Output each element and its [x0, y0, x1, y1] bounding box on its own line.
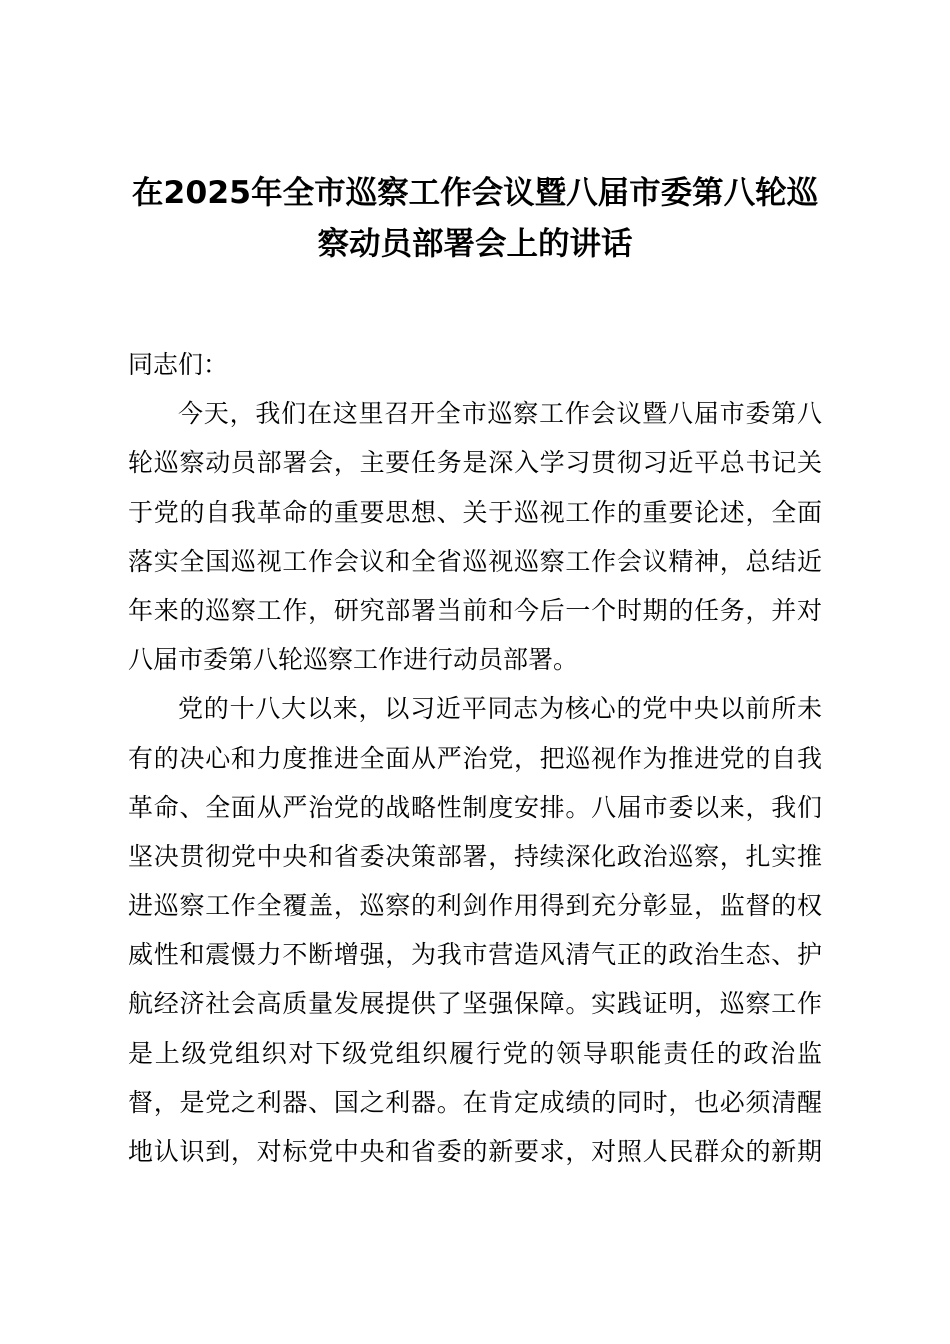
paragraph-line: 坚决贯彻党中央和省委决策部署，持续深化政治巡察，扎实推 [128, 841, 822, 871]
paragraph-line: 地认识到，对标党中央和省委的新要求，对照人民群众的新期 [128, 1137, 822, 1166]
paragraph-line: 威性和震慑力不断增强，为我市营造风清气正的政治生态、护 [128, 940, 822, 970]
paragraph-1 [128, 389, 822, 684]
paragraph-line: 轮巡察动员部署会，主要任务是深入学习贯彻习近平总书记关 [128, 448, 822, 478]
document-body [128, 340, 822, 1176]
document-title [128, 168, 822, 270]
paragraph-2 [128, 684, 822, 1176]
paragraph-line: 于党的自我革命的重要思想、关于巡视工作的重要论述，全面 [128, 497, 822, 527]
paragraph-line: 革命、全面从严治党的战略性制度安排。八届市委以来，我们 [128, 792, 822, 822]
paragraph-line: 今天，我们在这里召开全市巡察工作会议暨八届市委第八 [178, 399, 822, 429]
paragraph-line: 进巡察工作全覆盖，巡察的利剑作用得到充分彰显，监督的权 [128, 891, 822, 921]
paragraph-line: 航经济社会高质量发展提供了坚强保障。实践证明，巡察工作 [128, 989, 822, 1019]
paragraph-line: 八届市委第八轮巡察工作进行动员部署。 [128, 645, 579, 675]
title-line: 在2025年全市巡察工作会议暨八届市委第八轮巡 [131, 175, 819, 211]
title-line: 察动员部署会上的讲话 [317, 226, 633, 262]
paragraph-line: 督，是党之利器、国之利器。在肯定成绩的同时，也必须清醒 [128, 1087, 822, 1117]
paragraph-line: 党的十八大以来，以习近平同志为核心的党中央以前所未 [178, 694, 822, 724]
salutation: 同志们： [128, 350, 229, 379]
paragraph-line: 落实全国巡视工作会议和全省巡视巡察工作会议精神，总结近 [128, 546, 822, 576]
paragraph-line: 年来的巡察工作，研究部署当前和今后一个时期的任务，并对 [128, 595, 822, 625]
paragraph-line: 是上级党组织对下级党组织履行党的领导职能责任的政治监 [128, 1038, 822, 1068]
paragraph-line: 有的决心和力度推进全面从严治党，把巡视作为推进党的自我 [128, 743, 822, 773]
